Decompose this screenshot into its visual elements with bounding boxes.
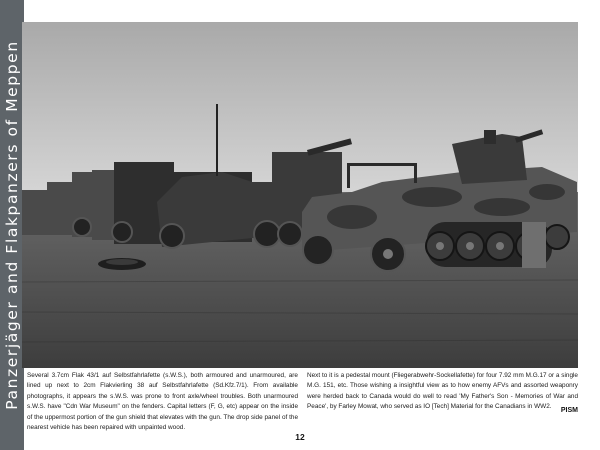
page-number: 12 xyxy=(295,432,305,442)
side-title: Panzerjäger and Flakpanzers of Meppen xyxy=(3,40,21,410)
caption-right: Next to it is a pedestal mount (Fliegerabwehr-Sockellafette) for four 7.92 mm M.G.17 or a single M.G. 151, etc. Those wishing a insightful view as to how enemy AFVs and assorted weaponry were herded back to Canada would do well to read 'My Father's Son - Memories of War and Peace', by Farley Mowat, who served as IO [Tech] Material for the Canadians in WW2. xyxy=(307,372,578,411)
photograph xyxy=(22,22,578,368)
side-title-band xyxy=(0,0,24,450)
caption-left: Several 3.7cm Flak 43/1 auf Selbstfahrlafette (s.W.S.), both armoured and unarmoured, are lined up next to 2cm Flakvierling 38 auf Selbstfahrlafette (Sd.Kfz.7/1). From available photographs, it appears the s.W.S. was prone to front axle/wheel troubles. Both unarmoured s.W.S. have "Cdn War Museum" on the fenders. Capital letters (F, G, etc) appear on the inside of the uppermost portion of the gun shield that elevates with the gun. The drop side panel of the nearest vehicle has been repaired with unpainted wood. xyxy=(27,372,298,432)
halftracks-photo-icon xyxy=(22,22,578,368)
photo-credit: PISM xyxy=(560,407,578,414)
